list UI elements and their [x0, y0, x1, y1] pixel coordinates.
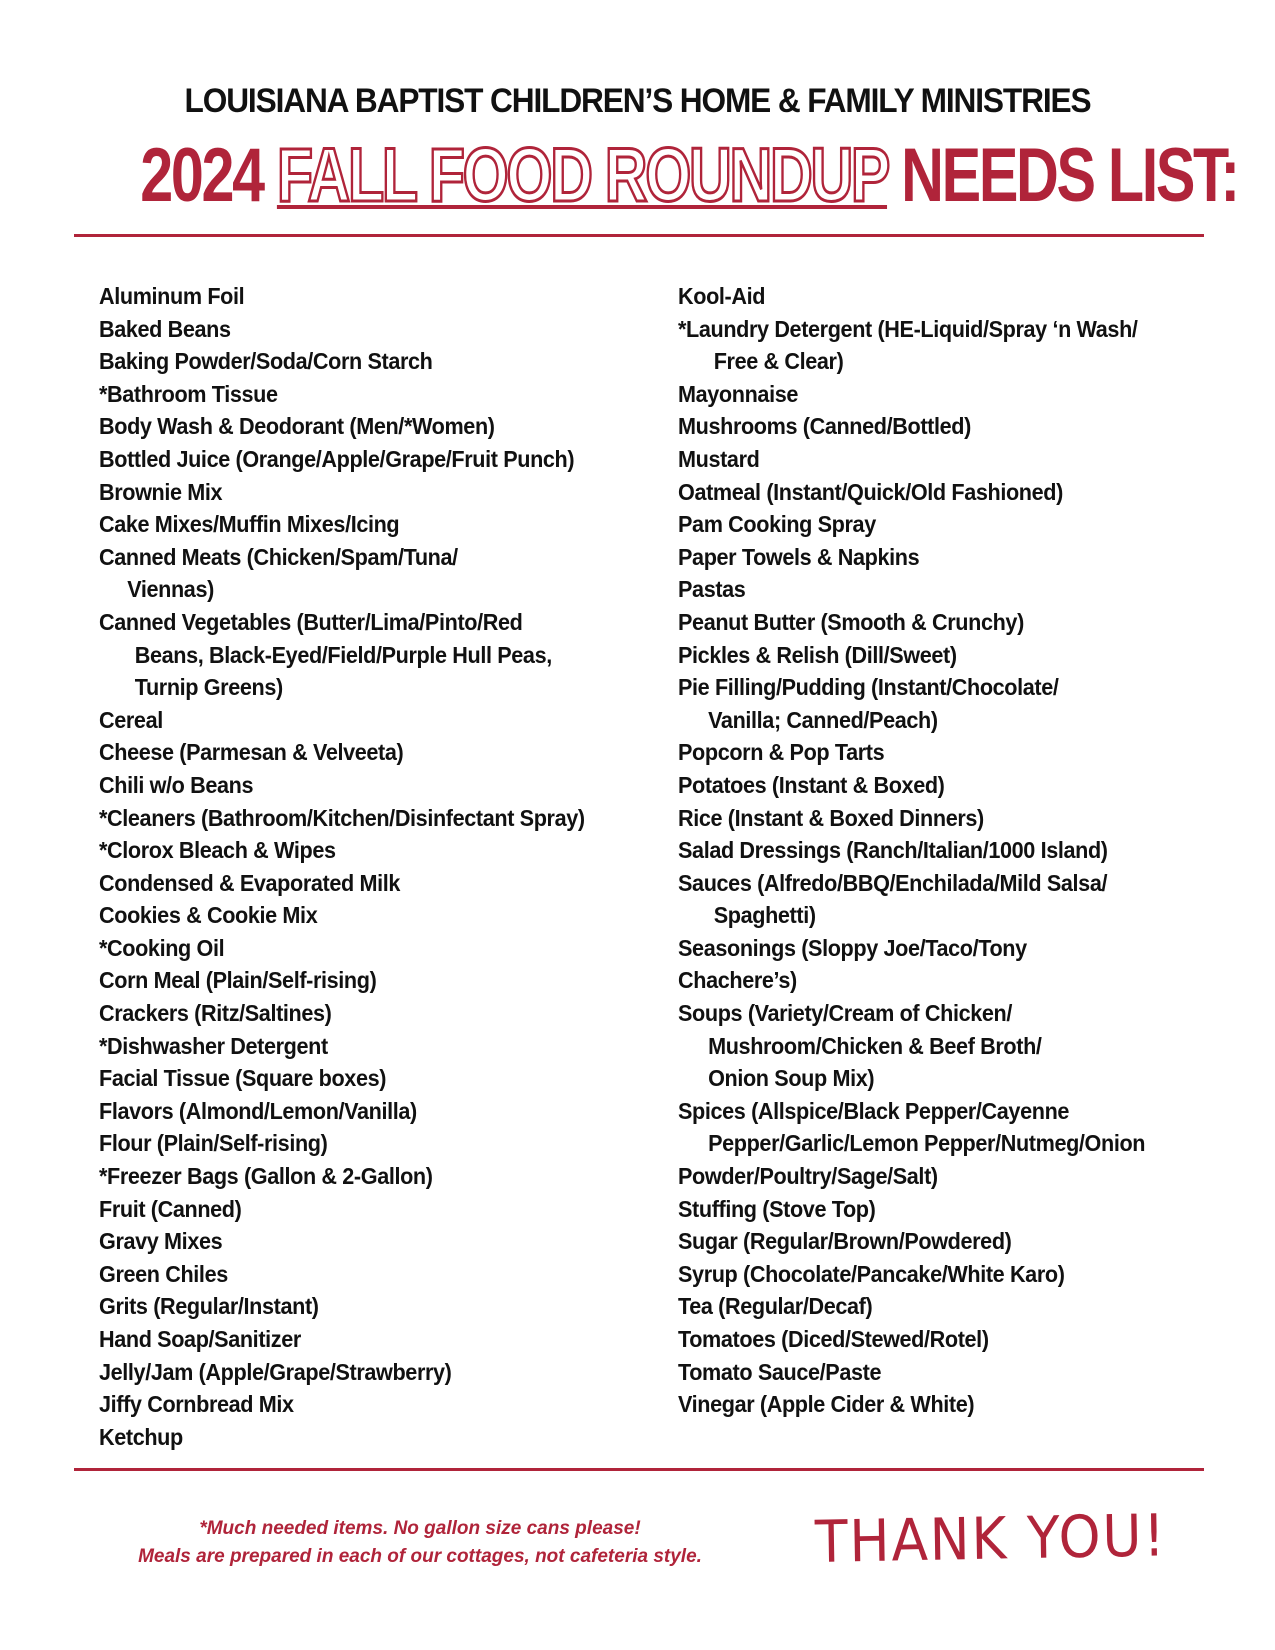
title-event: FALL FOOD ROUNDUP [276, 133, 888, 218]
list-item: Chili w/o Beans [99, 771, 254, 798]
list-item: Paper Towels & Napkins [678, 543, 920, 570]
page-title [140, 133, 1238, 218]
needs-list-left [99, 280, 659, 1453]
footnote [120, 1515, 720, 1571]
list-item: Crackers (Ritz/Saltines) [99, 1000, 332, 1027]
list-item: Salad Dressings (Ranch/Italian/1000 Island) [678, 837, 1108, 864]
list-item: Tea (Regular/Decaf) [678, 1293, 873, 1320]
list-item: Seasonings (Sloppy Joe/Taco/Tony [678, 934, 1027, 961]
list-item: Cake Mixes/Muffin Mixes/Icing [99, 511, 400, 538]
list-item: *Freezer Bags (Gallon & 2-Gallon) [99, 1163, 433, 1190]
list-item: Soups (Variety/Cream of Chicken/ [678, 1000, 1012, 1027]
list-item: Popcorn & Pop Tarts [678, 739, 885, 766]
list-item: Tomatoes (Diced/Stewed/Rotel) [678, 1326, 989, 1352]
list-item: Facial Tissue (Square boxes) [99, 1065, 387, 1092]
list-item: Body Wash & Deodorant (Men/*Women) [99, 413, 495, 440]
list-item: Mayonnaise [678, 380, 798, 407]
list-item: Cheese (Parmesan & Velveeta) [99, 739, 404, 766]
list-item-continuation: Pepper/Garlic/Lemon Pepper/Nutmeg/Onion [708, 1130, 1146, 1157]
org-name: LOUISIANA BAPTIST CHILDREN’S HOME & FAMILY MINISTRIES [184, 82, 1091, 120]
top-divider [74, 234, 1204, 237]
list-item: Spices (Allspice/Black Pepper/Cayenne [678, 1097, 1070, 1124]
list-item: Aluminum Foil [99, 283, 245, 309]
list-item: Rice (Instant & Boxed Dinners) [678, 804, 984, 831]
list-item-continuation: Turnip Greens) [134, 674, 283, 701]
list-item: Kool-Aid [678, 283, 766, 309]
list-item: Chachere’s) [678, 967, 797, 994]
list-item: Ketchup [99, 1423, 183, 1450]
footnote-line: Meals are prepared in each of our cottages, not cafeteria style. [138, 1546, 702, 1567]
list-item: Peanut Butter (Smooth & Crunchy) [678, 608, 1024, 635]
list-item: Green Chiles [99, 1260, 228, 1287]
list-item: Pam Cooking Spray [678, 511, 876, 538]
list-item: Condensed & Evaporated Milk [99, 869, 401, 896]
needs-list-right [678, 280, 1218, 1421]
list-item: Mushrooms (Canned/Bottled) [678, 413, 971, 440]
list-item-continuation: Viennas) [127, 576, 214, 603]
footnote-line: *Much needed items. No gallon size cans please! [199, 1518, 641, 1539]
list-item: Bottled Juice (Orange/Apple/Grape/Fruit Punch) [99, 445, 575, 472]
list-item: Oatmeal (Instant/Quick/Old Fashioned) [678, 478, 1063, 505]
list-item: Stuffing (Stove Top) [678, 1195, 876, 1222]
list-item-continuation: Vanilla; Canned/Peach) [708, 706, 938, 733]
list-item: Mustard [678, 445, 760, 472]
bottom-divider [74, 1468, 1204, 1471]
list-item: Jelly/Jam (Apple/Grape/Strawberry) [99, 1358, 452, 1385]
list-item: Fruit (Canned) [99, 1195, 242, 1222]
list-item: Sauces (Alfredo/BBQ/Enchilada/Mild Salsa/ [678, 869, 1108, 896]
list-item: Baking Powder/Soda/Corn Starch [99, 348, 433, 375]
list-item-continuation: Free & Clear) [713, 348, 844, 375]
list-item: Brownie Mix [99, 478, 223, 505]
thank-you-text: THANK YOU! [814, 1501, 1168, 1576]
list-item: Sugar (Regular/Brown/Powdered) [678, 1228, 1012, 1255]
list-item: Pickles & Relish (Dill/Sweet) [678, 641, 957, 668]
list-item: Vinegar (Apple Cider & White) [678, 1391, 975, 1418]
list-item: *Cooking Oil [99, 934, 225, 961]
list-item: Syrup (Chocolate/Pancake/White Karo) [678, 1260, 1065, 1287]
list-item: Pie Filling/Pudding (Instant/Chocolate/ [678, 674, 1059, 701]
list-item: *Dishwasher Detergent [99, 1032, 328, 1059]
list-item: *Clorox Bleach & Wipes [99, 837, 336, 864]
list-item: Potatoes (Instant & Boxed) [678, 771, 945, 798]
list-item: Tomato Sauce/Paste [678, 1358, 882, 1385]
list-item: Hand Soap/Sanitizer [99, 1326, 301, 1352]
list-item: Baked Beans [99, 315, 231, 342]
list-item: Gravy Mixes [99, 1228, 223, 1255]
list-item: Canned Meats (Chicken/Spam/Tuna/ [99, 543, 458, 570]
title-suffix: NEEDS LIST: [901, 133, 1238, 218]
list-item: Cereal [99, 706, 163, 733]
list-item-continuation: Onion Soup Mix) [708, 1065, 875, 1092]
list-item-continuation: Mushroom/Chicken & Beef Broth/ [708, 1032, 1042, 1059]
list-item: *Cleaners (Bathroom/Kitchen/Disinfectant Spray) [99, 804, 585, 831]
list-item: Cookies & Cookie Mix [99, 902, 318, 929]
list-item: *Bathroom Tissue [99, 380, 278, 407]
list-item: Powder/Poultry/Sage/Salt) [678, 1163, 938, 1190]
list-item: Jiffy Cornbread Mix [99, 1391, 294, 1418]
list-item-continuation: Beans, Black-Eyed/Field/Purple Hull Peas, [134, 641, 552, 668]
list-item: Canned Vegetables (Butter/Lima/Pinto/Red [99, 608, 523, 635]
list-item: Pastas [678, 576, 746, 603]
list-item: Flour (Plain/Self-rising) [99, 1130, 328, 1157]
list-item: *Laundry Detergent (HE-Liquid/Spray ‘n Wash/ [678, 315, 1138, 342]
list-item: Corn Meal (Plain/Self-rising) [99, 967, 377, 994]
list-item-continuation: Spaghetti) [713, 902, 816, 929]
title-year: 2024 [140, 133, 263, 218]
list-item: Grits (Regular/Instant) [99, 1293, 319, 1320]
list-item: Flavors (Almond/Lemon/Vanilla) [99, 1097, 417, 1124]
